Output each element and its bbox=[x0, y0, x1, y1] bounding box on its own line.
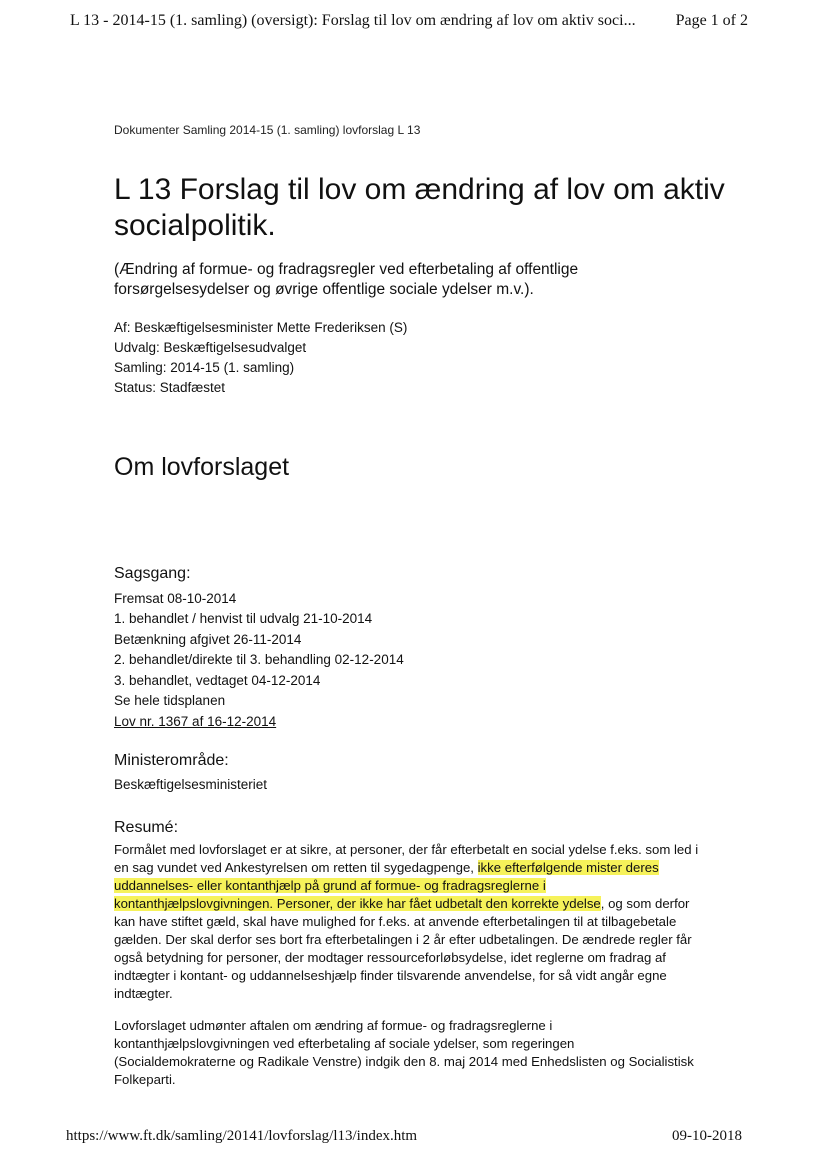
print-header-title: L 13 - 2014-15 (1. samling) (oversigt): Forslag til lov om ændring af lov om aktiv soci... bbox=[70, 12, 636, 29]
print-footer-date: 09-10-2018 bbox=[672, 1128, 742, 1144]
sagsgang-item: 3. behandlet, vedtaget 04-12-2014 bbox=[114, 672, 321, 688]
ministeromraade-heading: Ministerområde: bbox=[114, 752, 229, 769]
print-footer bbox=[66, 1128, 742, 1145]
print-header-page: Page 1 of 2 bbox=[675, 12, 748, 29]
resume-highlight: ikke efterfølgende mister deres uddannelses- eller kontanthjælp på grund af formue- og fradragsreglerne i kontanthjælpslovgivningen. Personer, der ikke har fået udbetalt den korrekte ydelse bbox=[114, 860, 659, 911]
resume-heading: Resumé: bbox=[114, 819, 179, 836]
ministeromraade-value: Beskæftigelsesministeriet bbox=[114, 777, 268, 792]
meta-udvalg: Udvalg: Beskæftigelsesudvalget bbox=[114, 340, 307, 355]
resume-paragraph-1 bbox=[114, 841, 699, 1003]
sagsgang-block bbox=[114, 564, 404, 732]
print-header bbox=[70, 12, 748, 30]
resume-text: , og som derfor kan have stiftet gæld, skal have mulighed for f.eks. at anvende efterbetalingen til at tilbagebetale gælden. Der skal derfor ses bort fra efterbetalingen i 2 år efter udbetalingen. De ændrede regler får også betydning for personer, der modtager ressourceforløbsydelse, idet reglerne om fradrag af indtægter i kontant- og uddannelseshjælp finder tilsvarende anvendelse, for så vidt angår egne indtægter. bbox=[114, 896, 692, 1001]
sagsgang-item: Betænkning afgivet 26-11-2014 bbox=[114, 631, 302, 647]
meta-status: Status: Stadfæstet bbox=[114, 380, 226, 395]
page-title: L 13 Forslag til lov om ændring af lov om aktiv socialpolitik. bbox=[114, 173, 725, 242]
meta-af: Af: Beskæftigelsesminister Mette Frederiksen (S) bbox=[114, 320, 408, 335]
breadcrumb[interactable]: Dokumenter Samling 2014-15 (1. samling) lovforslag L 13 bbox=[114, 123, 421, 137]
meta-block bbox=[114, 318, 407, 398]
see-full-timeline-link[interactable]: Se hele tidsplanen bbox=[114, 693, 226, 708]
sagsgang-item: 2. behandlet/direkte til 3. behandling 02-12-2014 bbox=[114, 652, 404, 667]
sagsgang-heading: Sagsgang: bbox=[114, 565, 191, 582]
print-footer-url: https://www.ft.dk/samling/20141/lovforslag/l13/index.htm bbox=[66, 1128, 418, 1144]
sagsgang-item: Fremsat 08-10-2014 bbox=[114, 590, 237, 606]
resume-text: Formålet med lovforslaget er at sikre, at personer, der får efterbetalt en social ydelse f.eks. som led i en sag vundet ved Ankestyrelsen om retten til sygedagpenge, bbox=[114, 842, 699, 875]
lov-nr-link[interactable]: Lov nr. 1367 af 16-12-2014 bbox=[114, 713, 277, 729]
ministeromraade-block bbox=[114, 751, 267, 795]
page-subtitle: (Ændring af formue- og fradragsregler ved efterbetaling af offentlige forsørgelsesydelser og øvrige offentlige sociale ydelser m.v.). bbox=[114, 261, 579, 298]
resume-paragraph-2: Lovforslaget udmønter aftalen om ændring af formue- og fradragsreglerne i kontanthjælpslovgivningen ved efterbetaling af sociale ydelser, som regeringen (Socialdemokraterne og Radikale Venstre) indgik den 8. maj 2014 med Enhedslisten og Socialistisk Folkeparti. bbox=[114, 1018, 694, 1087]
sagsgang-item: 1. behandlet / henvist til udvalg 21-10-2014 bbox=[114, 611, 373, 626]
resume-block bbox=[114, 819, 699, 1103]
meta-samling: Samling: 2014-15 (1. samling) bbox=[114, 360, 295, 375]
section-title: Om lovforslaget bbox=[114, 453, 290, 481]
